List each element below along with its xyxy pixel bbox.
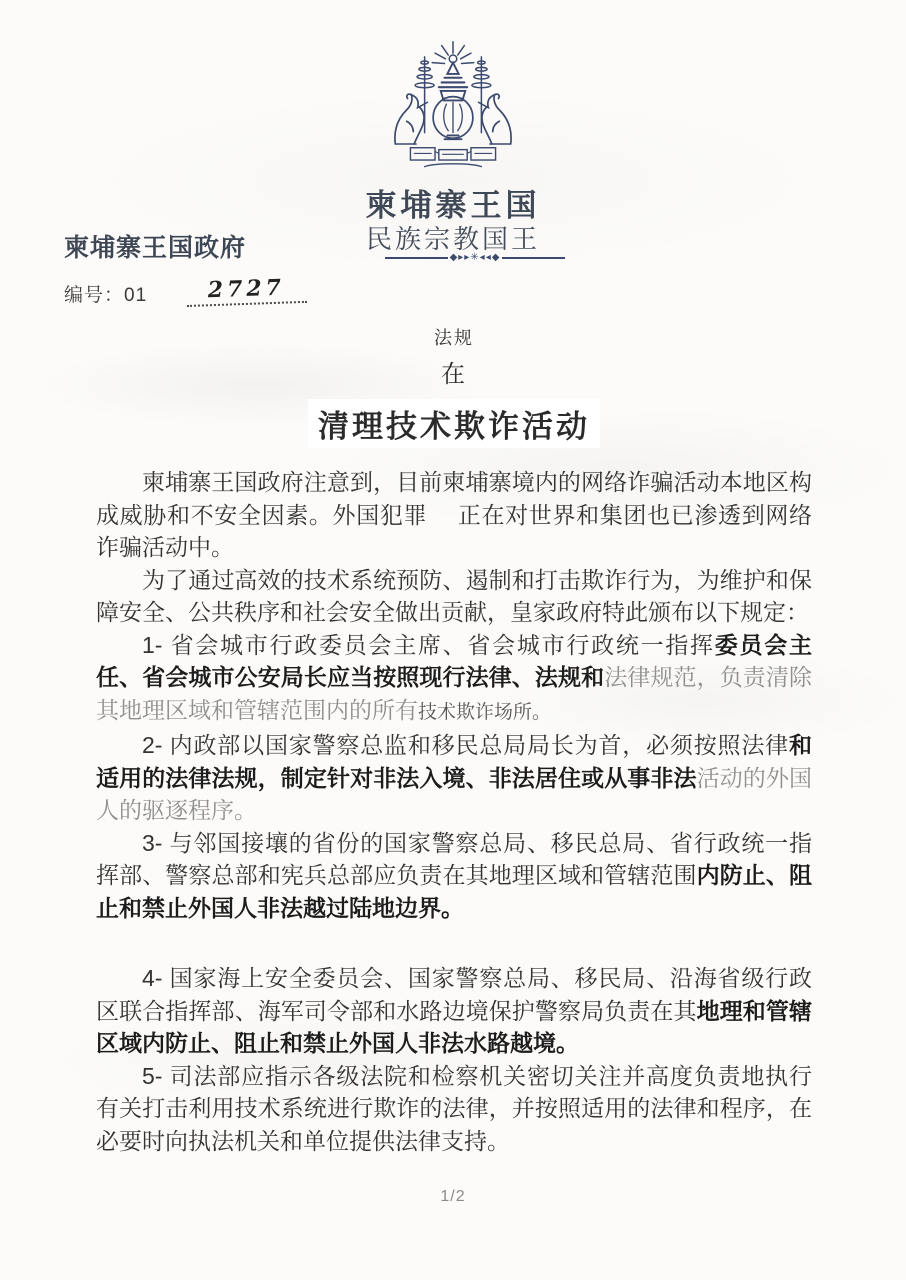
divider-rule-right (502, 257, 565, 259)
regulation-item-3 (96, 827, 812, 925)
intro-paragraph-2 (96, 564, 812, 629)
paragraph-segment: 2- 内政部以国家警察总监和移民总局局长为首，必须按照法律 (142, 732, 789, 758)
document-body (96, 466, 812, 1157)
emblem-container (0, 38, 906, 183)
kingdom-title: 柬埔寨王国 (365, 188, 541, 223)
cambodia-royal-arms-emblem (382, 38, 524, 178)
paragraph-segment: 委员会主任、省会城市公安局长应当按照现行法律、法规和 (96, 631, 813, 690)
paragraph-segment: 5- 司法部应指示各级法院和检察机关密切关注并高度负责地执行有关打击利用技术系统进行欺诈的法律，并按照适用的法律和程序，在必要时向执法机关和单位提供法律支持。 (96, 1062, 812, 1154)
regulation-item-2 (96, 729, 812, 827)
paragraph-segment: 4- 国家海上安全委员会、国家警察总局、移民局、沿海省级行政区联合指挥部、海军司令部和水路边境保护警察局负责在其 (96, 965, 812, 1024)
kingdom-motto: 民族宗教国王 (365, 224, 540, 254)
paragraph-segment: 3- 与邻国接壤的省份的国家警察总局、移民总局、省行政统一指挥部、警察总部和宪兵总部应负责在其地理区域和管辖范围 (96, 829, 812, 888)
header-divider (385, 252, 565, 263)
reference-number-label: 编号：01 (64, 285, 148, 306)
paragraph-segment: 地理和管辖区域内防止、阻止和禁止外国人非法水路越境。 (96, 997, 813, 1056)
document-title-line1: 法规 (434, 328, 474, 348)
regulation-item-5 (96, 1060, 812, 1158)
intro-paragraph-1 (96, 466, 812, 564)
paragraph-segment: 为了通过高效的技术系统预防、遏制和打击欺诈行为，为维护和保障安全、公共秩序和社会安全做出贡献，皇家政府特此颁布以下规定： (96, 566, 812, 625)
document-title-line2: 在 (441, 361, 467, 388)
divider-rule-left (385, 257, 448, 259)
reference-number-line (64, 274, 307, 307)
paragraph-segment: 内防止、阻止和禁止外国人非法越过陆地边界。 (96, 862, 813, 921)
paragraph-segment: 柬埔寨王国政府注意到，目前柬埔寨境内的网络诈骗活动本地区构成威胁和不安全因素。外国犯罪 正在对世界和集团也已渗透到网络诈骗活动中。 (96, 469, 812, 560)
page-number: 1/2 (440, 1188, 466, 1205)
paragraph-segment: 技术欺诈场所。 (418, 701, 552, 723)
regulation-item-4 (96, 962, 812, 1060)
government-block (64, 228, 307, 307)
divider-ornament-icon: ◆▸▸✳◂◂◆ (449, 252, 501, 263)
paragraph-segment: 1- 省会城市行政委员会主席、省会城市行政统一指挥 (142, 631, 715, 658)
document-title-line3: 清理技术欺诈活动 (308, 399, 600, 448)
document-title (96, 324, 812, 448)
paragraph-segment: 法律规范，负责清除其地理区域和管辖范围内的所有 (96, 664, 813, 723)
paragraph-segment: 活动的外国人的驱逐程序。 (96, 764, 813, 823)
reference-number-handwritten: 2727 (186, 274, 307, 307)
paragraph-segment: 和适用的法律法规，制定针对非法入境、非法居住或从事非法 (96, 732, 812, 791)
government-name: 柬埔寨王国政府 (64, 234, 247, 262)
regulation-item-1 (96, 629, 812, 730)
document-content (96, 324, 812, 1157)
